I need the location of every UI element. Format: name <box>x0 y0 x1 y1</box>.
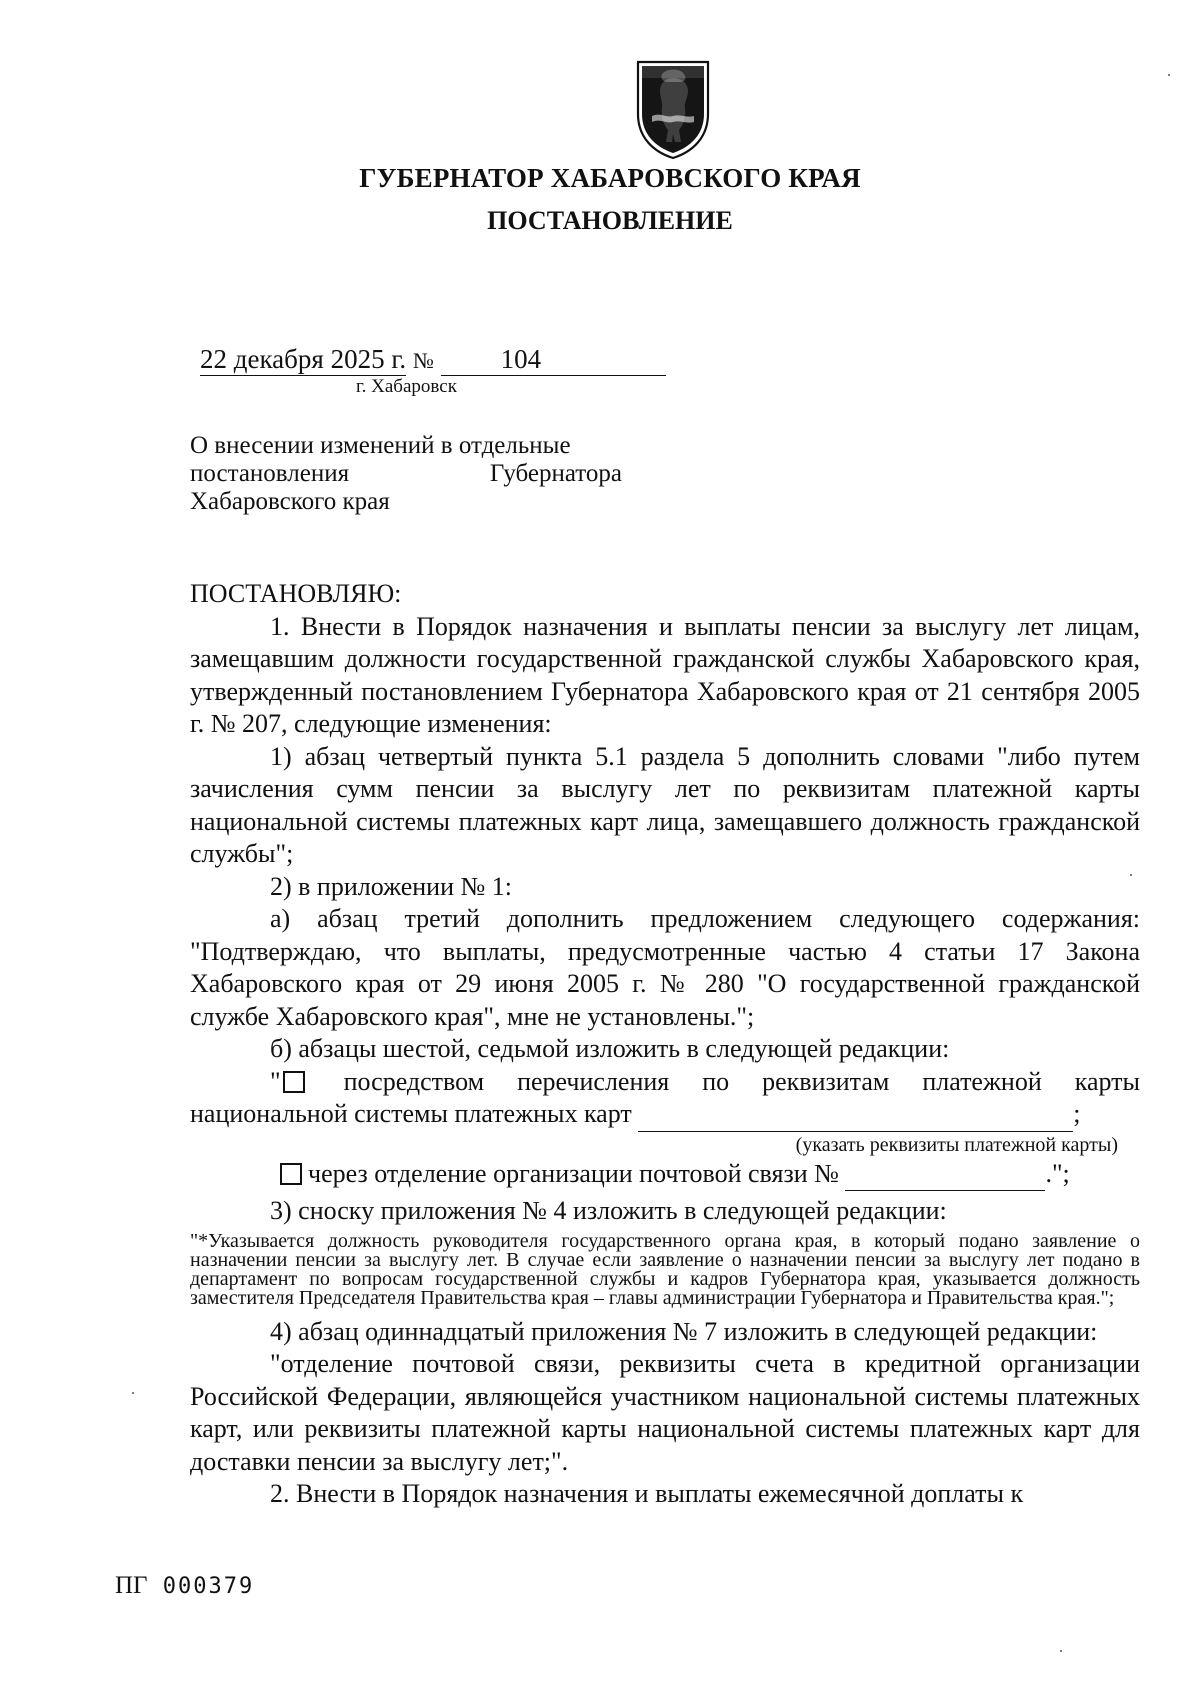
paragraph-1-1: 1) абзац четвертый пункта 5.1 раздела 5 дополнить словами "либо путем зачисления сумм пенсии за выслугу лет по реквизитам платежной карты национальной системы платежных карт лица, замещавшего должность гражданской службы"; <box>190 741 1140 868</box>
paragraph-1: 1. Внести в Порядок назначения и выплаты пенсии за выслугу лет лицам, замещавшим должности государственной гражданской службы Хабаровского края, утвержденный постановлением Губернатора Хабаровского края от 21 сентября 2005 г. № 207, следующие изменения: <box>190 611 1140 738</box>
document-body <box>190 578 1140 1511</box>
paragraph-1-3: 3) сноску приложения № 4 изложить в следующей редакции: <box>270 1196 947 1225</box>
decree-word: ПОСТАНОВЛЯЮ: <box>190 579 402 608</box>
scan-speck <box>1130 874 1132 876</box>
subject-line-3: Хабаровского края <box>190 488 390 515</box>
checkbox-post-option[interactable] <box>280 1163 302 1185</box>
paragraph-1-2: 2) в приложении № 1: <box>270 871 513 901</box>
document-date: 22 декабря 2025 г. <box>200 344 407 374</box>
coat-of-arms-emblem <box>632 58 714 160</box>
option-post-line <box>190 1158 1140 1192</box>
scan-speck <box>1060 1650 1062 1652</box>
series-prefix: ПГ <box>115 1572 148 1599</box>
option-post-text: через отделение организации почтовой связи № <box>308 1158 839 1188</box>
city-label: г. Хабаровск <box>356 376 457 397</box>
form-series-number <box>115 1572 254 1600</box>
option-card-line-2 <box>190 1098 1140 1132</box>
paragraph-1-4: 4) абзац одиннадцатый приложения № 7 изложить в следующей редакции: <box>270 1316 1098 1346</box>
subject-line-2 <box>190 460 622 488</box>
date-number-line <box>200 344 666 376</box>
series-number: 000379 <box>162 1574 255 1599</box>
document-number: 104 <box>441 344 666 376</box>
option-post-end: ."; <box>1045 1158 1070 1188</box>
scan-speck <box>132 1392 134 1394</box>
checkbox-card-option[interactable] <box>283 1071 305 1093</box>
paragraph-2: 2. Внести в Порядок назначения и выплаты ежемесячной доплаты к <box>270 1479 1024 1508</box>
option-card-text-2: национальной системы платежных карт <box>190 1099 632 1128</box>
card-details-blank[interactable] <box>638 1098 1073 1132</box>
option-card-end: ; <box>1073 1099 1081 1128</box>
document-subject <box>190 432 622 516</box>
paragraph-1-2a: а) абзац третий дополнить предложением следующего содержания: "Подтверждаю, что выплаты, предусмотренные частью 4 статьи 17 Закона Хабаровского края от 29 июня 2005 г. № 280 "О государственной гражданской службе Хабаровского края", мне не установлены."; <box>190 904 1140 1031</box>
document-type-title: ПОСТАНОВЛЕНИЕ <box>487 206 733 235</box>
paragraph-1-2b: б) абзацы шестой, седьмой изложить в следующей редакции: <box>270 1034 950 1063</box>
subject-line-2a: постановления <box>190 460 350 487</box>
paragraph-1-4-quote: "отделение почтовой связи, реквизиты счета в кредитной организации Российской Федерации, являющейся участником национальной системы платежных карт, или реквизиты платежной карты национальной системы платежных карт для доставки пенсии за выслугу лет;". <box>190 1349 1140 1476</box>
post-office-number-blank[interactable] <box>845 1158 1045 1192</box>
open-quote: " <box>270 1066 281 1096</box>
issuer-title: ГУБЕРНАТОР ХАБАРОВСКОГО КРАЯ <box>359 163 861 193</box>
card-details-hint: (указать реквизиты платежной карты) <box>795 1133 1118 1156</box>
subject-line-1: О внесении изменений в отдельные <box>190 432 571 459</box>
subject-line-2b: Губернатора <box>489 460 622 487</box>
option-card-text: посредством перечисления по реквизитам платежной карты <box>343 1066 1141 1096</box>
number-label: № <box>412 348 434 373</box>
footnote-text: "*Указывается должность руководителя государственного органа края, в который подано заявление о назначении пенсии за выслугу лет. В случае если заявление о назначении пенсии за выслугу лет подано в департамент по вопросам государственной службы и кадров Губернатора края, указывается должность заместителя Председателя Правительства края – главы администрации Губернатора и Правительства края."; <box>190 1229 1140 1309</box>
scan-speck <box>1168 74 1170 76</box>
option-card-line <box>190 1066 1140 1099</box>
